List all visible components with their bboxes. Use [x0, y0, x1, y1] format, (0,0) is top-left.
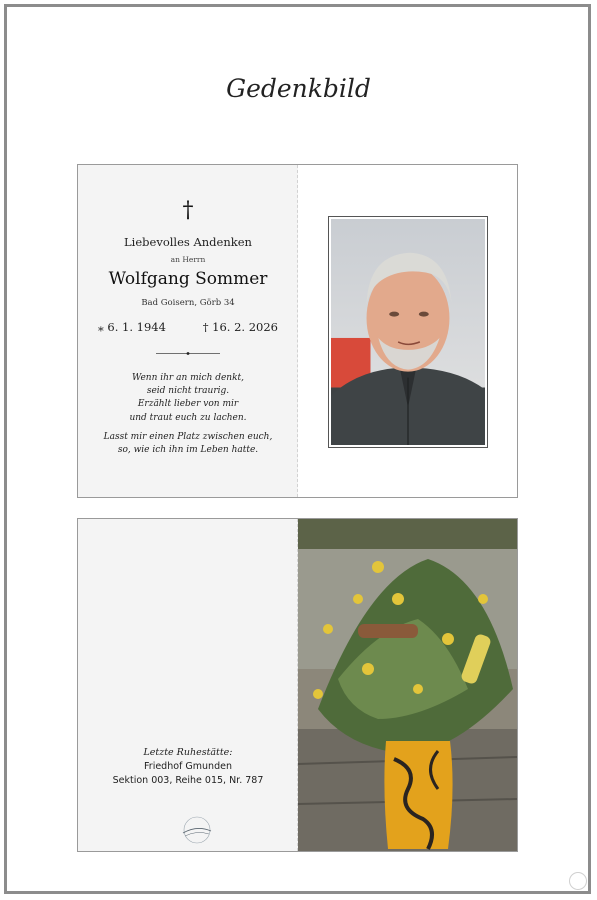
- portrait-photo: [331, 219, 485, 445]
- death-date: † 16. 2. 2026: [202, 320, 278, 334]
- portrait-frame: [328, 216, 488, 448]
- resting-place-label: Letzte Ruhestätte:: [143, 747, 233, 758]
- poem-stanza-1: [78, 372, 298, 425]
- funeral-home-logo: [177, 815, 217, 845]
- cross-symbol: †: [182, 198, 194, 223]
- memorial-card-front: [77, 164, 518, 498]
- name-prefix: an Herrn: [170, 255, 206, 264]
- grave-location: Sektion 003, Reihe 015, Nr. 787: [112, 775, 264, 786]
- intro-text: Liebevolles Andenken: [124, 235, 252, 249]
- flower-arrangement-photo: [298, 519, 517, 851]
- poem-line: Erzählt lieber von mir: [137, 399, 239, 410]
- poem-line: seid nicht traurig.: [146, 386, 230, 397]
- cemetery-name: Friedhof Gmunden: [144, 761, 232, 772]
- burial-info-panel: [78, 519, 298, 851]
- memorial-card-back: [77, 518, 518, 852]
- corner-circle-icon: [569, 872, 587, 890]
- poem-line: und traut euch zu lachen.: [129, 412, 247, 423]
- deceased-name: Wolfgang Sommer: [108, 269, 268, 289]
- ornament-divider: [156, 352, 220, 355]
- page-title: Gedenkbild: [226, 74, 371, 103]
- poem-stanza-2: [78, 431, 298, 457]
- poem-line: Lasst mir einen Platz zwischen euch,: [103, 432, 273, 442]
- address: Bad Goisern, Görb 34: [141, 298, 235, 308]
- poem-line: so, wie ich ihn im Leben hatte.: [117, 445, 259, 456]
- poem-line: Wenn ihr an mich denkt,: [131, 373, 245, 383]
- card-text-panel: [78, 165, 298, 497]
- birth-date: ⁎ 6. 1. 1944: [98, 320, 166, 334]
